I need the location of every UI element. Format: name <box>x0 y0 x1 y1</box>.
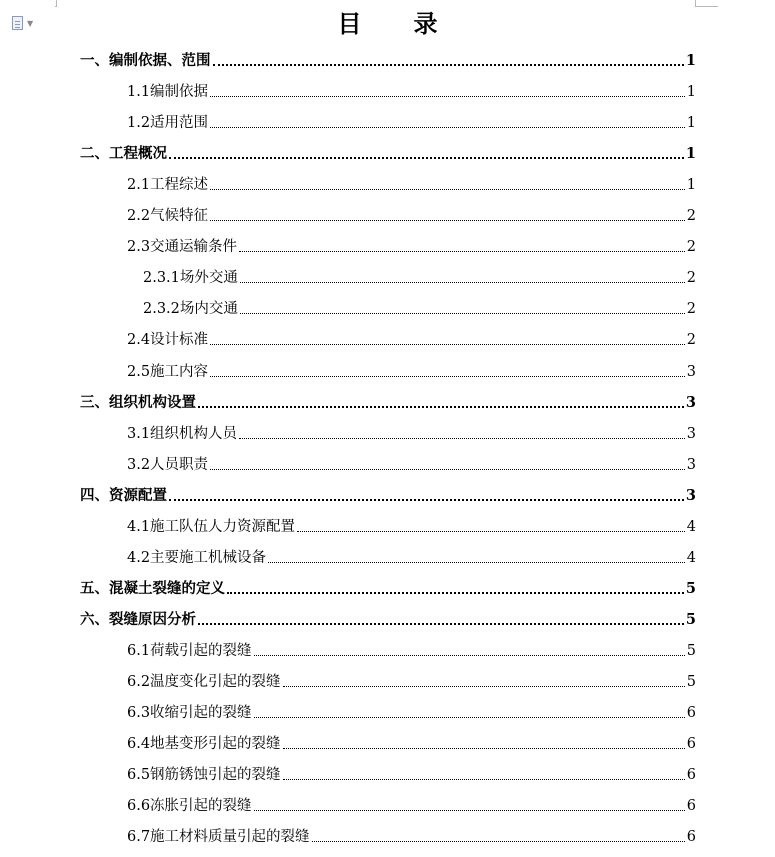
page-title: 目 录 <box>337 9 452 38</box>
toc-dot-leader <box>210 95 685 97</box>
toc-dot-leader <box>283 778 685 780</box>
toc-entry[interactable] <box>80 702 696 724</box>
toc-dot-leader <box>210 343 685 345</box>
toc-entry-label: 2.4设计标准 <box>127 332 209 349</box>
toc-dot-leader <box>239 437 685 439</box>
toc-dot-leader <box>227 591 684 594</box>
toc-entry[interactable] <box>80 454 696 476</box>
toc-entry[interactable] <box>80 205 696 227</box>
toc-entry-page-number: 4 <box>686 518 696 535</box>
toc-entry-label: 3.1组织机构人员 <box>127 425 238 442</box>
toc-entry-label: 2.3交通运输条件 <box>127 239 238 256</box>
toc-entry[interactable] <box>80 516 696 538</box>
toc-dot-leader <box>283 685 685 687</box>
toc-entry-page-number: 2 <box>686 270 696 287</box>
toc-entry-page-number: 6 <box>686 736 696 753</box>
toc-entry-label: 6.5钢筋锈蚀引起的裂缝 <box>127 767 281 784</box>
toc-entry-label: 4.1施工队伍人力资源配置 <box>127 518 296 535</box>
toc-entry[interactable] <box>80 578 696 600</box>
toc-entry-page-number: 6 <box>686 705 696 722</box>
toc-entry-page-number: 6 <box>686 798 696 815</box>
toc-entry-label: 一、编制依据、范围 <box>80 52 211 69</box>
toc-entry-label: 2.5施工内容 <box>127 363 209 380</box>
toc-entry[interactable] <box>80 329 696 351</box>
toc-dot-leader <box>210 126 685 128</box>
toc-entry[interactable] <box>80 298 696 320</box>
toc-entry-label: 2.3.2场内交通 <box>143 301 238 318</box>
toc-entry[interactable] <box>80 361 696 383</box>
toc-entry-page-number: 5 <box>685 610 696 628</box>
toc-entry[interactable] <box>80 392 696 414</box>
toc-entry-label: 6.1荷载引起的裂缝 <box>127 642 252 659</box>
toc-entry[interactable] <box>80 609 696 631</box>
toc-entry-page-number: 5 <box>686 674 696 690</box>
toc-entry-page-number: 1 <box>686 115 696 132</box>
toc-entry-page-number: 3 <box>686 425 696 442</box>
toc-dot-leader <box>297 530 685 532</box>
toc-entry-label: 五、混凝土裂缝的定义 <box>80 579 225 597</box>
toc-entry-page-number: 2 <box>686 208 696 225</box>
toc-dot-leader <box>239 250 685 252</box>
toc-entry-page-number: 1 <box>686 84 696 101</box>
toc-entry-label: 三、组织机构设置 <box>80 393 196 411</box>
toc-entry-label: 6.3收缩引起的裂缝 <box>127 705 252 722</box>
toc-entry-page-number: 2 <box>686 239 696 256</box>
toc-dot-leader <box>198 622 684 625</box>
toc-entry[interactable] <box>80 50 696 72</box>
toc-entry-label: 六、裂缝原因分析 <box>80 610 196 628</box>
toc-dot-leader <box>254 716 685 718</box>
toc-dot-leader <box>213 63 684 66</box>
toc-dot-leader <box>210 219 685 221</box>
toc-entry-page-number: 3 <box>686 456 696 473</box>
toc-dot-leader <box>268 561 685 563</box>
toc-dot-leader <box>240 312 685 314</box>
toc-entry[interactable] <box>80 423 696 445</box>
toc-entry-label: 1.1编制依据 <box>127 84 209 101</box>
toc-entry[interactable] <box>80 267 696 289</box>
toc-entry-label: 二、工程概况 <box>80 145 167 163</box>
toc-dot-leader <box>210 468 685 470</box>
toc-dot-leader <box>198 405 684 408</box>
toc-dot-leader <box>240 281 685 283</box>
toc-entry-page-number: 5 <box>686 642 696 659</box>
toc-entry-label: 6.6冻胀引起的裂缝 <box>127 798 252 815</box>
toc-entry[interactable] <box>80 81 696 103</box>
toc-entry-page-number: 6 <box>686 767 696 784</box>
toc-entry-page-number: 2 <box>686 332 696 349</box>
toc-entry[interactable] <box>80 236 696 258</box>
toc-entry[interactable] <box>80 795 696 817</box>
toc-entry-label: 6.7施工材料质量引起的裂缝 <box>127 829 310 846</box>
toc-entry-label: 4.2主要施工机械设备 <box>127 549 267 566</box>
toc-entry-page-number: 6 <box>686 829 696 846</box>
toc-entry[interactable] <box>80 112 696 134</box>
toc-dot-leader <box>210 188 685 190</box>
toc-entry-label: 2.1工程综述 <box>127 177 209 194</box>
toc-dot-leader <box>169 156 684 159</box>
toc-dot-leader <box>283 747 685 749</box>
toc-entry-page-number: 3 <box>685 393 696 411</box>
toc-dot-leader <box>312 840 685 842</box>
toc-entry-label: 2.3.1场外交通 <box>143 270 238 287</box>
toc-entry-page-number: 4 <box>686 549 696 566</box>
toc-entry[interactable] <box>80 826 696 848</box>
toc-entry-page-number: 5 <box>685 579 696 597</box>
toc-dot-leader <box>169 498 684 501</box>
toc-dot-leader <box>254 809 685 811</box>
toc-entry[interactable] <box>80 485 696 507</box>
toc-entry-page-number: 1 <box>686 177 696 194</box>
toc-entry-label: 四、资源配置 <box>80 486 167 504</box>
toc-entry[interactable] <box>80 640 696 662</box>
toc-entry-label: 3.2人员职责 <box>127 456 209 473</box>
toc-entry-page-number: 3 <box>686 363 696 380</box>
toc-entry-label: 2.2气候特征 <box>127 208 209 225</box>
chevron-down-icon: ▼ <box>27 18 34 28</box>
toc-entry-page-number: 2 <box>686 301 696 318</box>
toc-entry[interactable] <box>80 764 696 786</box>
toc-dot-leader <box>210 375 685 377</box>
toc-entry[interactable] <box>80 143 696 165</box>
toc-dot-leader <box>254 654 685 656</box>
toc-entry-page-number: 1 <box>685 145 696 163</box>
toc-entry[interactable] <box>80 671 696 693</box>
toc-entry-label: 6.2温度变化引起的裂缝 <box>127 674 281 690</box>
toc-entry-page-number: 3 <box>685 486 696 504</box>
toc-entry-page-number: 1 <box>685 52 696 69</box>
toc-entry-label: 1.2适用范围 <box>127 115 209 132</box>
toc-entry[interactable] <box>80 733 696 755</box>
toc-entry[interactable] <box>80 547 696 569</box>
toc-entry-label: 6.4地基变形引起的裂缝 <box>127 736 281 753</box>
toc-entry[interactable] <box>80 174 696 196</box>
